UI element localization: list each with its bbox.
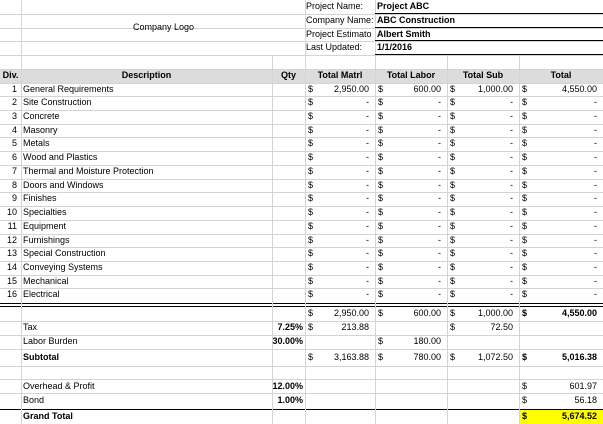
matrl-amount[interactable]: - bbox=[366, 138, 369, 148]
division-number: 9 bbox=[11, 193, 17, 203]
info-value[interactable]: 1/1/2016 bbox=[377, 42, 413, 52]
total-amount[interactable]: - bbox=[594, 97, 597, 107]
subtotal-label: Subtotal bbox=[23, 352, 59, 362]
column-header-matrl: Total Matrl bbox=[317, 70, 363, 80]
labor-currency: $ bbox=[378, 180, 384, 190]
matrl-currency: $ bbox=[308, 125, 314, 135]
gridline bbox=[375, 0, 376, 424]
labor-amount[interactable]: - bbox=[438, 152, 441, 162]
total-currency: $ bbox=[522, 84, 528, 94]
labor-amount[interactable]: - bbox=[438, 262, 441, 272]
sub-currency: $ bbox=[450, 180, 456, 190]
matrl-currency: $ bbox=[308, 207, 314, 217]
overhead-label: Overhead & Profit bbox=[23, 381, 95, 391]
total-currency: $ bbox=[522, 138, 528, 148]
subtotal-sub-amount[interactable]: 1,072.50 bbox=[477, 352, 513, 362]
subtotal-labor-amount[interactable]: 780.00 bbox=[413, 352, 441, 362]
division-description[interactable]: Site Construction bbox=[23, 97, 92, 107]
tax-matrl-currency: $ bbox=[308, 322, 314, 332]
sub-amount[interactable]: - bbox=[510, 289, 513, 299]
labor-currency: $ bbox=[378, 248, 384, 258]
bond-total-amount[interactable]: 56.18 bbox=[574, 395, 597, 405]
labor-currency: $ bbox=[378, 221, 384, 231]
labor-amount[interactable]: - bbox=[438, 97, 441, 107]
totals-labor-currency: $ bbox=[378, 308, 384, 318]
division-number: 12 bbox=[6, 235, 17, 245]
tax-matrl-amount[interactable]: 213.88 bbox=[341, 322, 369, 332]
gridline bbox=[519, 55, 520, 424]
total-currency: $ bbox=[522, 125, 528, 135]
matrl-amount[interactable]: - bbox=[366, 166, 369, 176]
tax-sub-currency: $ bbox=[450, 322, 456, 332]
division-description[interactable]: Metals bbox=[23, 138, 50, 148]
labor-burden-labor-amount[interactable]: 180.00 bbox=[413, 336, 441, 346]
sub-currency: $ bbox=[450, 262, 456, 272]
subtotal-labor-currency: $ bbox=[378, 352, 384, 362]
total-amount[interactable]: - bbox=[594, 248, 597, 258]
sub-currency: $ bbox=[450, 97, 456, 107]
info-label: Last Updated: bbox=[306, 42, 363, 52]
sub-currency: $ bbox=[450, 111, 456, 121]
column-header-labor: Total Labor bbox=[386, 70, 436, 80]
labor-amount[interactable]: - bbox=[438, 166, 441, 176]
division-number: 16 bbox=[6, 289, 17, 299]
labor-amount[interactable]: 600.00 bbox=[413, 84, 441, 94]
labor-amount[interactable]: - bbox=[438, 221, 441, 231]
overhead-total-amount[interactable]: 601.97 bbox=[569, 381, 597, 391]
gridline bbox=[0, 366, 603, 367]
sub-amount[interactable]: - bbox=[510, 262, 513, 272]
sub-currency: $ bbox=[450, 125, 456, 135]
column-header-div: Div. bbox=[2, 70, 19, 80]
matrl-currency: $ bbox=[308, 111, 314, 121]
division-number: 5 bbox=[11, 138, 17, 148]
total-amount[interactable]: - bbox=[594, 221, 597, 231]
total-currency: $ bbox=[522, 111, 528, 121]
totals-labor-amount[interactable]: 600.00 bbox=[413, 308, 441, 318]
matrl-amount[interactable]: - bbox=[366, 276, 369, 286]
info-label: Project Estimato bbox=[306, 29, 372, 39]
labor-currency: $ bbox=[378, 235, 384, 245]
total-currency: $ bbox=[522, 207, 528, 217]
sub-currency: $ bbox=[450, 289, 456, 299]
total-currency: $ bbox=[522, 221, 528, 231]
info-label: Project Name: bbox=[306, 1, 364, 11]
matrl-currency: $ bbox=[308, 152, 314, 162]
sub-currency: $ bbox=[450, 276, 456, 286]
matrl-currency: $ bbox=[308, 235, 314, 245]
matrl-amount[interactable]: - bbox=[366, 152, 369, 162]
labor-amount[interactable]: - bbox=[438, 276, 441, 286]
matrl-amount[interactable]: 2,950.00 bbox=[333, 84, 369, 94]
total-amount[interactable]: - bbox=[594, 289, 597, 299]
matrl-amount[interactable]: - bbox=[366, 221, 369, 231]
gridline bbox=[447, 55, 448, 424]
sub-amount[interactable]: - bbox=[510, 97, 513, 107]
matrl-currency: $ bbox=[308, 248, 314, 258]
total-currency: $ bbox=[522, 193, 528, 203]
labor-currency: $ bbox=[378, 97, 384, 107]
matrl-amount[interactable]: - bbox=[366, 248, 369, 258]
sub-amount[interactable]: - bbox=[510, 235, 513, 245]
grand-total-label: Grand Total bbox=[23, 411, 73, 421]
division-number: 10 bbox=[6, 207, 17, 217]
division-number: 6 bbox=[11, 152, 17, 162]
matrl-currency: $ bbox=[308, 221, 314, 231]
matrl-currency: $ bbox=[308, 166, 314, 176]
division-number: 2 bbox=[11, 97, 17, 107]
sub-amount[interactable]: - bbox=[510, 180, 513, 190]
division-number: 7 bbox=[11, 166, 17, 176]
matrl-amount[interactable]: - bbox=[366, 180, 369, 190]
info-value[interactable]: ABC Construction bbox=[377, 15, 455, 25]
matrl-amount[interactable]: - bbox=[366, 97, 369, 107]
total-amount[interactable]: 4,550.00 bbox=[561, 84, 597, 94]
division-description[interactable]: Furnishings bbox=[23, 235, 70, 245]
total-amount[interactable]: - bbox=[594, 262, 597, 272]
totals-matrl-currency: $ bbox=[308, 308, 314, 318]
gridline bbox=[0, 349, 603, 350]
sub-currency: $ bbox=[450, 84, 456, 94]
labor-currency: $ bbox=[378, 166, 384, 176]
sub-currency: $ bbox=[450, 221, 456, 231]
division-description[interactable]: Mechanical bbox=[23, 276, 69, 286]
sub-amount[interactable]: - bbox=[510, 152, 513, 162]
total-currency: $ bbox=[522, 235, 528, 245]
labor-currency: $ bbox=[378, 84, 384, 94]
tax-rate[interactable]: 7.25% bbox=[277, 322, 303, 332]
division-description[interactable]: Electrical bbox=[23, 289, 60, 299]
info-underline bbox=[375, 54, 603, 55]
bond-rate[interactable]: 1.00% bbox=[277, 395, 303, 405]
division-number: 1 bbox=[11, 84, 17, 94]
labor-amount[interactable]: - bbox=[438, 235, 441, 245]
matrl-amount[interactable]: - bbox=[366, 207, 369, 217]
info-value[interactable]: Albert Smith bbox=[377, 29, 431, 39]
division-number: 8 bbox=[11, 180, 17, 190]
division-description[interactable]: Thermal and Moisture Protection bbox=[23, 166, 154, 176]
labor-amount[interactable]: - bbox=[438, 111, 441, 121]
totals-matrl-amount[interactable]: 2,950.00 bbox=[333, 308, 369, 318]
division-number: 14 bbox=[6, 262, 17, 272]
division-description[interactable]: Special Construction bbox=[23, 248, 106, 258]
labor-amount[interactable]: - bbox=[438, 289, 441, 299]
subtotal-matrl-currency: $ bbox=[308, 352, 314, 362]
sub-amount[interactable]: - bbox=[510, 221, 513, 231]
info-label: Company Name: bbox=[306, 15, 374, 25]
division-description[interactable]: Masonry bbox=[23, 125, 58, 135]
totals-sub-amount[interactable]: 1,000.00 bbox=[477, 308, 513, 318]
gridline bbox=[0, 55, 603, 56]
matrl-amount[interactable]: - bbox=[366, 235, 369, 245]
matrl-currency: $ bbox=[308, 97, 314, 107]
matrl-currency: $ bbox=[308, 180, 314, 190]
labor-amount[interactable]: - bbox=[438, 138, 441, 148]
sub-currency: $ bbox=[450, 207, 456, 217]
overhead-total-currency: $ bbox=[522, 381, 528, 391]
matrl-currency: $ bbox=[308, 276, 314, 286]
matrl-amount[interactable]: - bbox=[366, 289, 369, 299]
total-amount[interactable]: - bbox=[594, 125, 597, 135]
total-currency: $ bbox=[522, 248, 528, 258]
total-currency: $ bbox=[522, 276, 528, 286]
overhead-rate[interactable]: 12.00% bbox=[272, 381, 303, 391]
bond-total-currency: $ bbox=[522, 395, 528, 405]
gridline bbox=[305, 0, 306, 424]
column-header-description: Description bbox=[121, 70, 172, 80]
division-number: 15 bbox=[6, 276, 17, 286]
bond-label: Bond bbox=[23, 395, 45, 405]
sub-amount[interactable]: - bbox=[510, 111, 513, 121]
labor-amount[interactable]: - bbox=[438, 248, 441, 258]
sub-currency: $ bbox=[450, 138, 456, 148]
matrl-currency: $ bbox=[308, 262, 314, 272]
total-amount[interactable]: - bbox=[594, 111, 597, 121]
total-amount[interactable]: - bbox=[594, 207, 597, 217]
matrl-currency: $ bbox=[308, 84, 314, 94]
labor-currency: $ bbox=[378, 138, 384, 148]
matrl-currency: $ bbox=[308, 138, 314, 148]
matrl-currency: $ bbox=[308, 289, 314, 299]
sub-amount[interactable]: - bbox=[510, 138, 513, 148]
totals-total-currency: $ bbox=[522, 308, 528, 318]
sub-amount[interactable]: - bbox=[510, 276, 513, 286]
labor-currency: $ bbox=[378, 125, 384, 135]
matrl-amount[interactable]: - bbox=[366, 125, 369, 135]
labor-currency: $ bbox=[378, 193, 384, 203]
sub-amount[interactable]: 1,000.00 bbox=[477, 84, 513, 94]
division-description[interactable]: Wood and Plastics bbox=[23, 152, 98, 162]
total-currency: $ bbox=[522, 166, 528, 176]
labor-amount[interactable]: - bbox=[438, 180, 441, 190]
labor-currency: $ bbox=[378, 111, 384, 121]
gridline bbox=[21, 0, 22, 424]
column-header-sub: Total Sub bbox=[462, 70, 504, 80]
separator-line bbox=[0, 303, 603, 304]
subtotal-matrl-amount[interactable]: 3,163.88 bbox=[333, 352, 369, 362]
sub-currency: $ bbox=[450, 166, 456, 176]
division-description[interactable]: Finishes bbox=[23, 193, 57, 203]
total-currency: $ bbox=[522, 97, 528, 107]
sub-amount[interactable]: - bbox=[510, 193, 513, 203]
division-description[interactable]: Specialties bbox=[23, 207, 67, 217]
matrl-currency: $ bbox=[308, 193, 314, 203]
total-currency: $ bbox=[522, 262, 528, 272]
labor-burden-label: Labor Burden bbox=[23, 336, 78, 346]
gridline bbox=[272, 55, 273, 424]
division-description[interactable]: Equipment bbox=[23, 221, 67, 231]
sub-amount[interactable]: - bbox=[510, 248, 513, 258]
division-description[interactable]: Concrete bbox=[23, 111, 60, 121]
division-description[interactable]: Conveying Systems bbox=[23, 262, 103, 272]
sub-currency: $ bbox=[450, 152, 456, 162]
sub-currency: $ bbox=[450, 235, 456, 245]
column-header-total: Total bbox=[550, 70, 572, 80]
tax-label: Tax bbox=[23, 322, 38, 332]
division-number: 3 bbox=[11, 111, 17, 121]
total-amount[interactable]: - bbox=[594, 235, 597, 245]
sub-amount[interactable]: - bbox=[510, 125, 513, 135]
company-logo: Company Logo bbox=[132, 22, 195, 32]
division-description[interactable]: Doors and Windows bbox=[23, 180, 104, 190]
total-amount[interactable]: - bbox=[594, 180, 597, 190]
total-currency: $ bbox=[522, 289, 528, 299]
division-number: 13 bbox=[6, 248, 17, 258]
labor-burden-labor-currency: $ bbox=[378, 336, 384, 346]
labor-amount[interactable]: - bbox=[438, 125, 441, 135]
subtotal-total-amount[interactable]: 5,016.38 bbox=[561, 352, 597, 362]
totals-sub-currency: $ bbox=[450, 308, 456, 318]
labor-currency: $ bbox=[378, 207, 384, 217]
sub-currency: $ bbox=[450, 248, 456, 258]
total-amount[interactable]: - bbox=[594, 276, 597, 286]
total-amount[interactable]: - bbox=[594, 166, 597, 176]
division-description[interactable]: General Requirements bbox=[23, 84, 114, 94]
subtotal-total-currency: $ bbox=[522, 352, 528, 362]
matrl-amount[interactable]: - bbox=[366, 262, 369, 272]
column-header-qty: Qty bbox=[280, 70, 296, 80]
sub-amount[interactable]: - bbox=[510, 166, 513, 176]
sub-currency: $ bbox=[450, 193, 456, 203]
labor-amount[interactable]: - bbox=[438, 193, 441, 203]
grand-total-amount[interactable]: 5,674.52 bbox=[561, 411, 597, 421]
grand-total-currency: $ bbox=[522, 411, 528, 421]
labor-amount[interactable]: - bbox=[438, 207, 441, 217]
tax-sub-amount[interactable]: 72.50 bbox=[490, 322, 513, 332]
matrl-amount[interactable]: - bbox=[366, 111, 369, 121]
total-amount[interactable]: - bbox=[594, 138, 597, 148]
labor-currency: $ bbox=[378, 289, 384, 299]
info-value[interactable]: Project ABC bbox=[377, 1, 430, 11]
sub-amount[interactable]: - bbox=[510, 207, 513, 217]
total-currency: $ bbox=[522, 152, 528, 162]
subtotal-sub-currency: $ bbox=[450, 352, 456, 362]
matrl-amount[interactable]: - bbox=[366, 193, 369, 203]
total-amount[interactable]: - bbox=[594, 152, 597, 162]
totals-total-amount[interactable]: 4,550.00 bbox=[561, 308, 597, 318]
labor-currency: $ bbox=[378, 276, 384, 286]
labor-currency: $ bbox=[378, 152, 384, 162]
total-currency: $ bbox=[522, 180, 528, 190]
total-amount[interactable]: - bbox=[594, 193, 597, 203]
division-number: 4 bbox=[11, 125, 17, 135]
labor-burden-rate[interactable]: 30.00% bbox=[272, 336, 303, 346]
division-number: 11 bbox=[7, 221, 17, 231]
labor-currency: $ bbox=[378, 262, 384, 272]
